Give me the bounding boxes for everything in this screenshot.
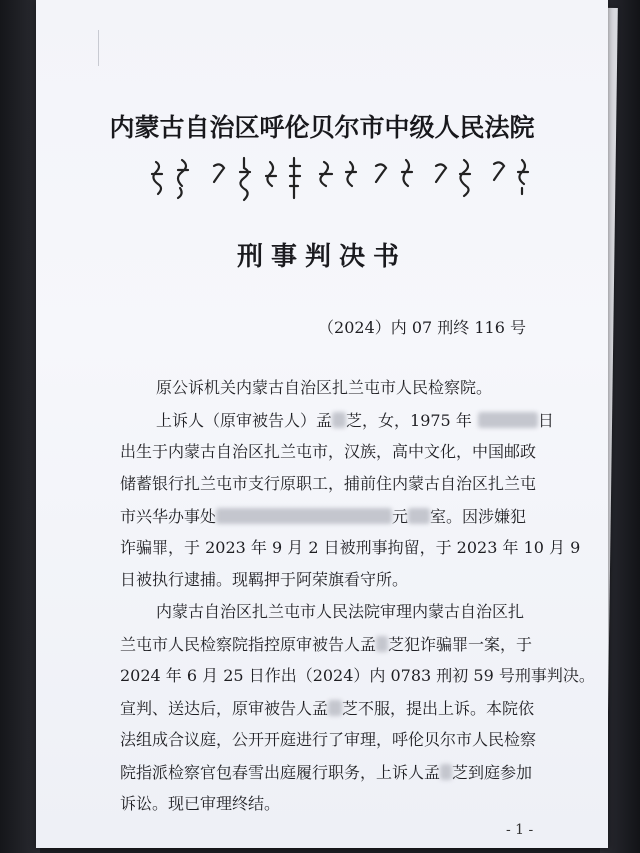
document-title: 刑事判决书 (236, 242, 407, 272)
text-line: 院指派检察官包春雪出庭履行职务，上诉人孟 芝到庭参加 (120, 763, 533, 782)
court-name: 内蒙古自治区呼伦贝尔市中级人民法院 (109, 113, 535, 142)
redaction (478, 412, 538, 428)
page-number: - 1 - (506, 822, 534, 838)
redaction (328, 700, 342, 716)
text-line: 兰屯市人民检察院指控原审被告人孟 芝犯诈骗罪一案，于 (120, 635, 533, 654)
text-line: 原公诉机关内蒙古自治区扎兰屯市人民检察院。 (156, 378, 493, 397)
redaction (376, 636, 388, 652)
text-line: 上诉人（原审被告人）孟 芝，女，1975 年 日 (156, 411, 554, 430)
text-line: 宣判、送达后，原审被告人孟 芝不服，提出上诉。本院依 (120, 699, 535, 718)
case-number: （2024）内 07 刑终 116 号 (318, 318, 526, 337)
text-line: 法组成合议庭，公开开庭进行了审理，呼伦贝尔市人民检察 (120, 730, 537, 749)
redaction (408, 508, 430, 524)
text-line: 出生于内蒙古自治区扎兰屯市，汉族，高中文化，中国邮政 (120, 442, 537, 461)
redaction (332, 412, 346, 428)
text-line: 2024 年 6 月 25 日作出（2024）内 0783 刑初 59 号刑事判决。 (120, 666, 595, 685)
redaction (440, 764, 452, 780)
text-line: 诉讼。现已审理终结。 (120, 794, 281, 813)
text-line: 日被执行逮捕。现羁押于阿荣旗看守所。 (120, 570, 409, 589)
text-line: 储蓄银行扎兰屯市支行原职工，捕前住内蒙古自治区扎兰屯 (120, 474, 537, 493)
document-page (36, 0, 608, 848)
text-line: 内蒙古自治区扎兰屯市人民法院审理内蒙古自治区扎 (156, 602, 525, 621)
text-line: 市兴华办事处 元 室。因涉嫌犯 (120, 507, 527, 526)
mongolian-script-court-name (144, 152, 564, 204)
text-line: 诈骗罪，于 2023 年 9 月 2 日被刑事拘留，于 2023 年 10 月 9 (120, 538, 581, 557)
redaction (216, 508, 392, 524)
desk-background-left (0, 0, 40, 853)
page-edge-mark (98, 30, 109, 66)
